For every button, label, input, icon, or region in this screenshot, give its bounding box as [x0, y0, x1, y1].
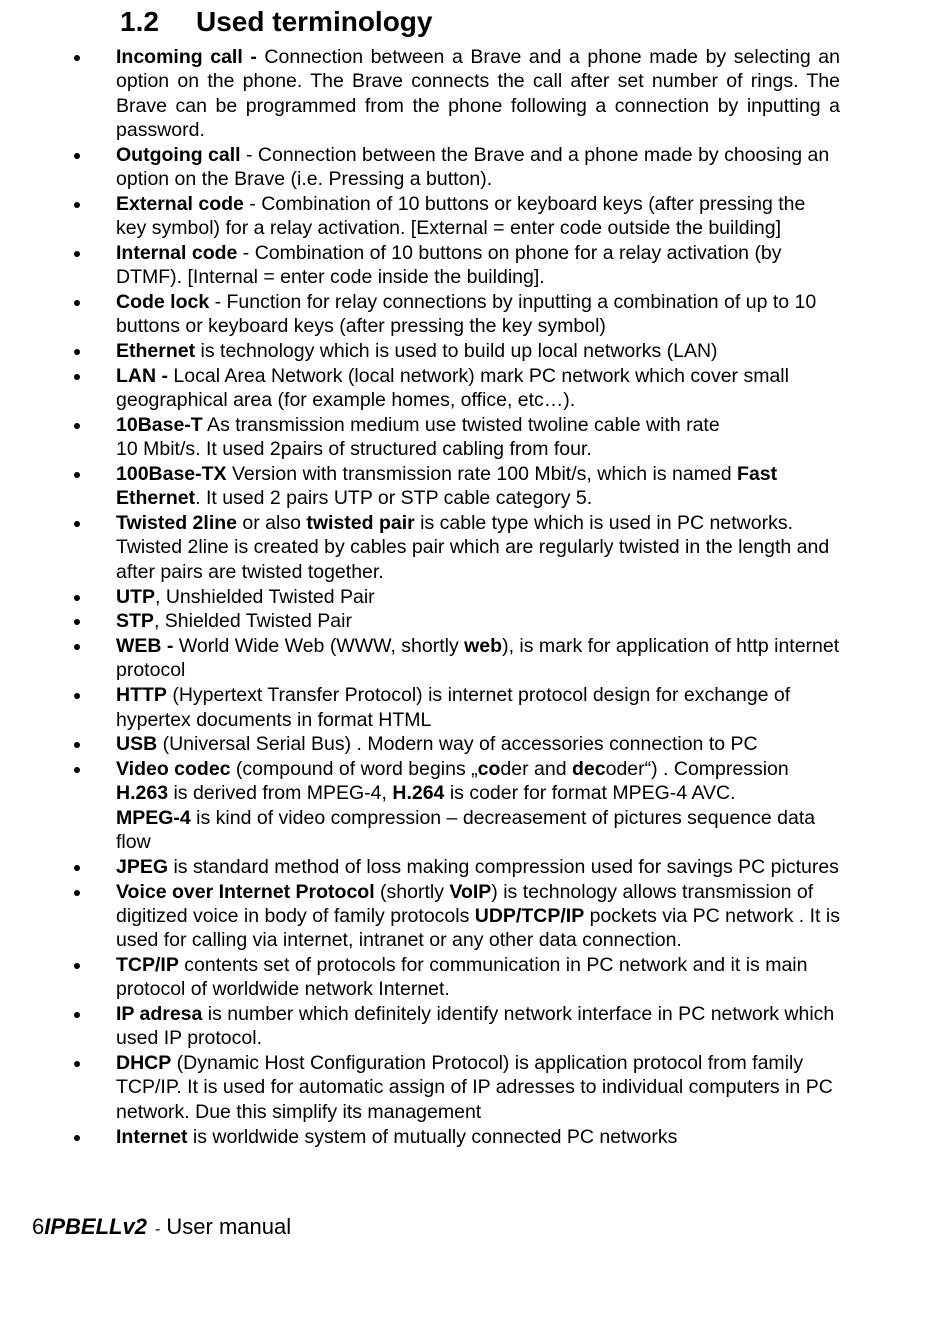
term: HTTP: [116, 684, 167, 707]
bullet-icon: [74, 153, 80, 159]
definition: - Combination of 10 buttons or keyboard keys (after pressing the key symbol) for a relay activation. [External = enter code outside the building]: [116, 192, 806, 240]
term: External code: [116, 192, 244, 215]
definition: ) is technology allows transmission of digitized voice in body of family protocols: [116, 880, 814, 927]
definition: (Dynamic Host Configuration Protocol) is application protocol from family TCP/IP. It is used for automatic assign of IP adresses to individual computers in PC network. Due this simplify its management: [116, 1052, 833, 1123]
list-item: [70, 364, 840, 413]
term-inline: Fast Ethernet: [116, 463, 778, 510]
definition: . It used 2 pairs UTP or STP cable category 5.: [195, 487, 593, 510]
definition: As transmission medium use twisted twoline cable with rate: [202, 413, 720, 436]
definition: Connection between a Brave and a phone made by selecting an option on the phone. The Brave connects the call after set number of rings. The Brave can be programmed from the phone following a connection by inputting a password.: [116, 46, 840, 141]
bullet-icon: [74, 963, 80, 969]
definition: or also: [237, 512, 307, 535]
bullet-icon: [74, 202, 80, 208]
term: UTP: [116, 585, 155, 608]
list-item: [70, 143, 840, 192]
bullet-icon: [74, 742, 80, 748]
list-item: [70, 413, 840, 462]
definition: - Combination of 10 buttons on phone for a relay activation (by DTMF). [Internal = enter code inside the building].: [116, 241, 782, 289]
manual-label: User manual: [166, 1214, 292, 1239]
list-item: [70, 757, 840, 854]
term: Video codec: [116, 758, 231, 781]
bullet-icon: [74, 1135, 80, 1141]
definition: - Function for relay connections by inputting a combination of up to 10 buttons or keyboard keys (after pressing the key symbol): [116, 290, 817, 338]
section-heading: [120, 2, 432, 42]
term-inline: web: [464, 635, 503, 658]
bullet-icon: [74, 890, 80, 896]
bullet-icon: [74, 55, 80, 61]
list-item: [70, 634, 840, 683]
definition: (shortly: [374, 880, 450, 903]
definition: is coder for format MPEG-4 AVC.: [444, 782, 736, 805]
section-number: 1.2: [120, 6, 159, 37]
definition-line2: 10 Mbit/s. It used 2pairs of structured cabling from four.: [116, 438, 592, 461]
product-name: IPBELLv2: [44, 1214, 147, 1239]
term-inline: H.263: [116, 782, 169, 805]
bullet-icon: [74, 423, 80, 429]
bullet-icon: [74, 1061, 80, 1067]
definition: oder“) . Compression: [605, 758, 789, 781]
bullet-icon: [74, 767, 80, 773]
list-item: [70, 1125, 840, 1149]
bullet-icon: [74, 595, 80, 601]
term-inline: dec: [571, 758, 606, 781]
definition: is number which definitely identify network interface in PC network which used IP protocol.: [116, 1003, 835, 1050]
term: IP adresa: [116, 1003, 203, 1026]
bullet-icon: [74, 619, 80, 625]
bullet-icon: [74, 251, 80, 257]
definition: is kind of video compression – decreasement of pictures sequence data flow: [116, 806, 816, 853]
list-item: [70, 683, 840, 732]
definition: is cable type which is used in PC networks. Twisted 2line is created by cables pair which are regularly twisted in the length and after pairs are twisted together.: [116, 512, 830, 583]
bullet-icon: [74, 1012, 80, 1018]
section-title: Used terminology: [196, 6, 433, 37]
term: Code lock: [116, 290, 210, 313]
bullet-icon: [74, 300, 80, 306]
list-item: [70, 241, 840, 290]
term: Incoming call -: [116, 46, 257, 68]
list-item: [70, 1051, 840, 1124]
definition: World Wide Web (WWW, shortly: [173, 635, 465, 658]
term: 10Base-T: [116, 413, 203, 436]
bullet-icon: [74, 644, 80, 650]
bullet-icon: [74, 865, 80, 871]
definition: Version with transmission rate 100 Mbit/s, which is named: [226, 463, 738, 486]
term: USB: [116, 733, 158, 756]
term-inline: H.264: [392, 782, 445, 805]
term-inline: twisted pair: [306, 512, 415, 535]
term-inline: MPEG-4: [116, 806, 191, 829]
term: TCP/IP: [116, 953, 179, 976]
footer-dash: -: [154, 1221, 161, 1238]
term: Internet: [116, 1125, 188, 1148]
term: Voice over Internet Protocol: [116, 880, 375, 903]
list-item: [70, 609, 840, 633]
bullet-icon: [74, 349, 80, 355]
bullet-icon: [74, 693, 80, 699]
definition: is technology which is used to build up local networks (LAN): [195, 340, 718, 363]
definition: is worldwide system of mutually connected PC networks: [187, 1125, 678, 1148]
definition: is standard method of loss making compression used for savings PC pictures: [168, 855, 839, 878]
term: 100Base-TX: [116, 463, 227, 486]
bullet-icon: [74, 472, 80, 478]
definition: (Universal Serial Bus) . Modern way of accessories connection to PC: [157, 733, 758, 756]
term: LAN -: [116, 364, 168, 387]
definition: pockets via PC network . It is used for calling via internet, intranet or any other data connection.: [116, 904, 840, 952]
list-item: [70, 192, 840, 241]
term: Ethernet: [116, 340, 196, 363]
list-item: [70, 953, 840, 1002]
definition: contents set of protocols for communication in PC network and it is main protocol of worldwide network Internet.: [116, 953, 808, 1001]
definition: (Hypertext Transfer Protocol) is internet protocol design for exchange of hypertex documents in format HTML: [116, 684, 791, 731]
definition: , Unshielded Twisted Pair: [155, 585, 375, 608]
term: DHCP: [116, 1052, 172, 1075]
list-item: [70, 1002, 840, 1051]
definition: ), is mark for application of http internet protocol: [116, 635, 840, 682]
list-item: [70, 462, 840, 511]
definition: (compound of word begins „: [230, 758, 478, 781]
list-item: [70, 339, 840, 363]
term: STP: [116, 610, 154, 633]
definition: Local Area Network (local network) mark PC network which cover small geographical area (for example homes, office, etc…).: [116, 364, 789, 412]
list-item: [70, 511, 840, 584]
list-item: [70, 45, 840, 142]
definition: der and: [500, 758, 572, 781]
term: Outgoing call: [116, 143, 241, 166]
terminology-list: [70, 45, 840, 1149]
list-item: [70, 290, 840, 339]
definition: , Shielded Twisted Pair: [153, 610, 352, 633]
list-item: [70, 880, 840, 953]
bullet-icon: [74, 521, 80, 527]
term: WEB -: [116, 635, 174, 658]
list-item: [70, 732, 840, 756]
list-item: [70, 585, 840, 609]
term-inline: co: [477, 758, 501, 781]
page-footer: [32, 1212, 291, 1245]
bullet-icon: [74, 374, 80, 380]
term: Twisted 2line: [116, 512, 237, 535]
list-item: [70, 855, 840, 879]
page-number: 6: [32, 1214, 45, 1239]
definition: - Connection between the Brave and a phone made by choosing an option on the Brave (i.e. Pressing a button).: [116, 143, 830, 190]
term: JPEG: [116, 855, 169, 878]
term-inline: UDP/TCP/IP: [474, 904, 585, 927]
term: Internal code: [116, 241, 238, 264]
definition: is derived from MPEG-4,: [168, 782, 393, 805]
term-inline: VoIP: [449, 880, 492, 903]
